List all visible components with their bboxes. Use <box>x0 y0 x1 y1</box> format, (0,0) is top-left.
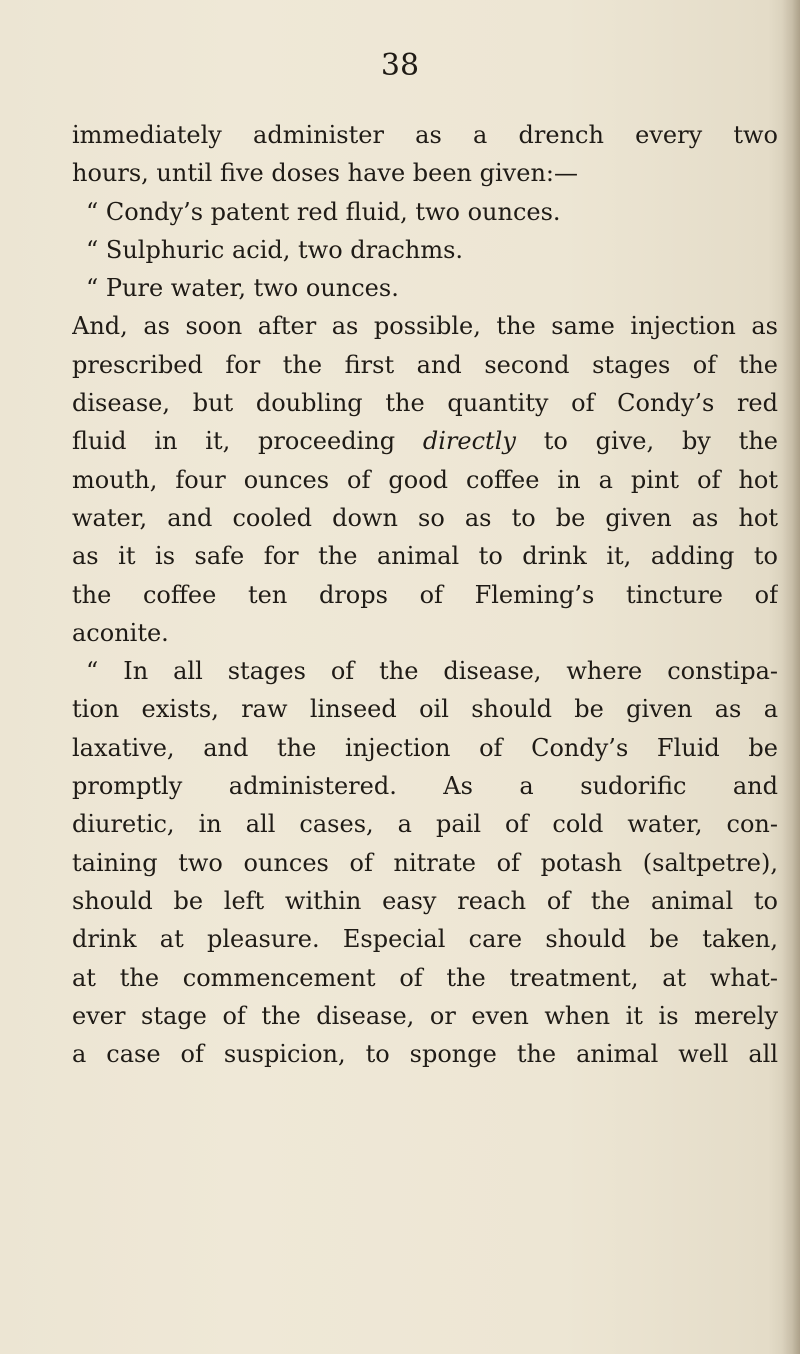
text-line: “ Sulphuric acid, two drachms. <box>86 235 464 264</box>
text-line: drink at pleasure. Especial care should be taken, <box>72 925 778 954</box>
text-line: laxative, and the injection of Condy’s Fluid be <box>72 733 778 762</box>
text-line <box>72 422 778 460</box>
text-line: promptly administered. As a sudorific and <box>72 772 778 801</box>
text-line: And, as soon after as possible, the same injection as <box>72 312 778 341</box>
text-segment: fluid in it, proceeding <box>72 427 396 456</box>
text-line: ever stage of the disease, or even when it is merely <box>72 1001 778 1030</box>
text-line: prescribed for the first and second stages of the <box>72 350 778 379</box>
text-line: mouth, four ounces of good coffee in a pint of hot <box>72 465 778 494</box>
text-line: at the commencement of the treatment, at what- <box>72 963 778 992</box>
text-line: as it is safe for the animal to drink it, adding to <box>72 542 778 571</box>
text-line: tion exists, raw linseed oil should be given as a <box>72 695 778 724</box>
text-line: water, and cooled down so as to be given as hot <box>72 503 778 532</box>
text-line: should be left within easy reach of the animal to <box>72 886 778 915</box>
text-line: aconite. <box>72 618 169 647</box>
text-line: immediately administer as a drench every two <box>72 121 778 149</box>
text-line: disease, but doubling the quantity of Condy’s red <box>72 389 778 418</box>
text-line: “ Pure water, two ounces. <box>86 274 399 303</box>
text-segment: to give, by the <box>543 427 778 456</box>
page-edge-shadow <box>782 0 800 1354</box>
text-line: taining two ounces of nitrate of potash (saltpetre), <box>72 848 778 877</box>
text-line: hours, until five doses have been given:— <box>72 159 578 188</box>
text-line: a case of suspicion, to sponge the animal well all <box>72 1040 778 1069</box>
italic-word: directly <box>422 427 516 456</box>
text-line: “ In all stages of the disease, where constipa- <box>86 657 778 686</box>
text-line: diuretic, in all cases, a pail of cold water, con- <box>72 810 778 839</box>
page-number: 38 <box>380 48 420 83</box>
body-text <box>72 116 778 1073</box>
text-line: the coffee ten drops of Fleming’s tincture of <box>72 580 778 609</box>
text-line: “ Condy’s patent red fluid, two ounces. <box>86 197 561 226</box>
